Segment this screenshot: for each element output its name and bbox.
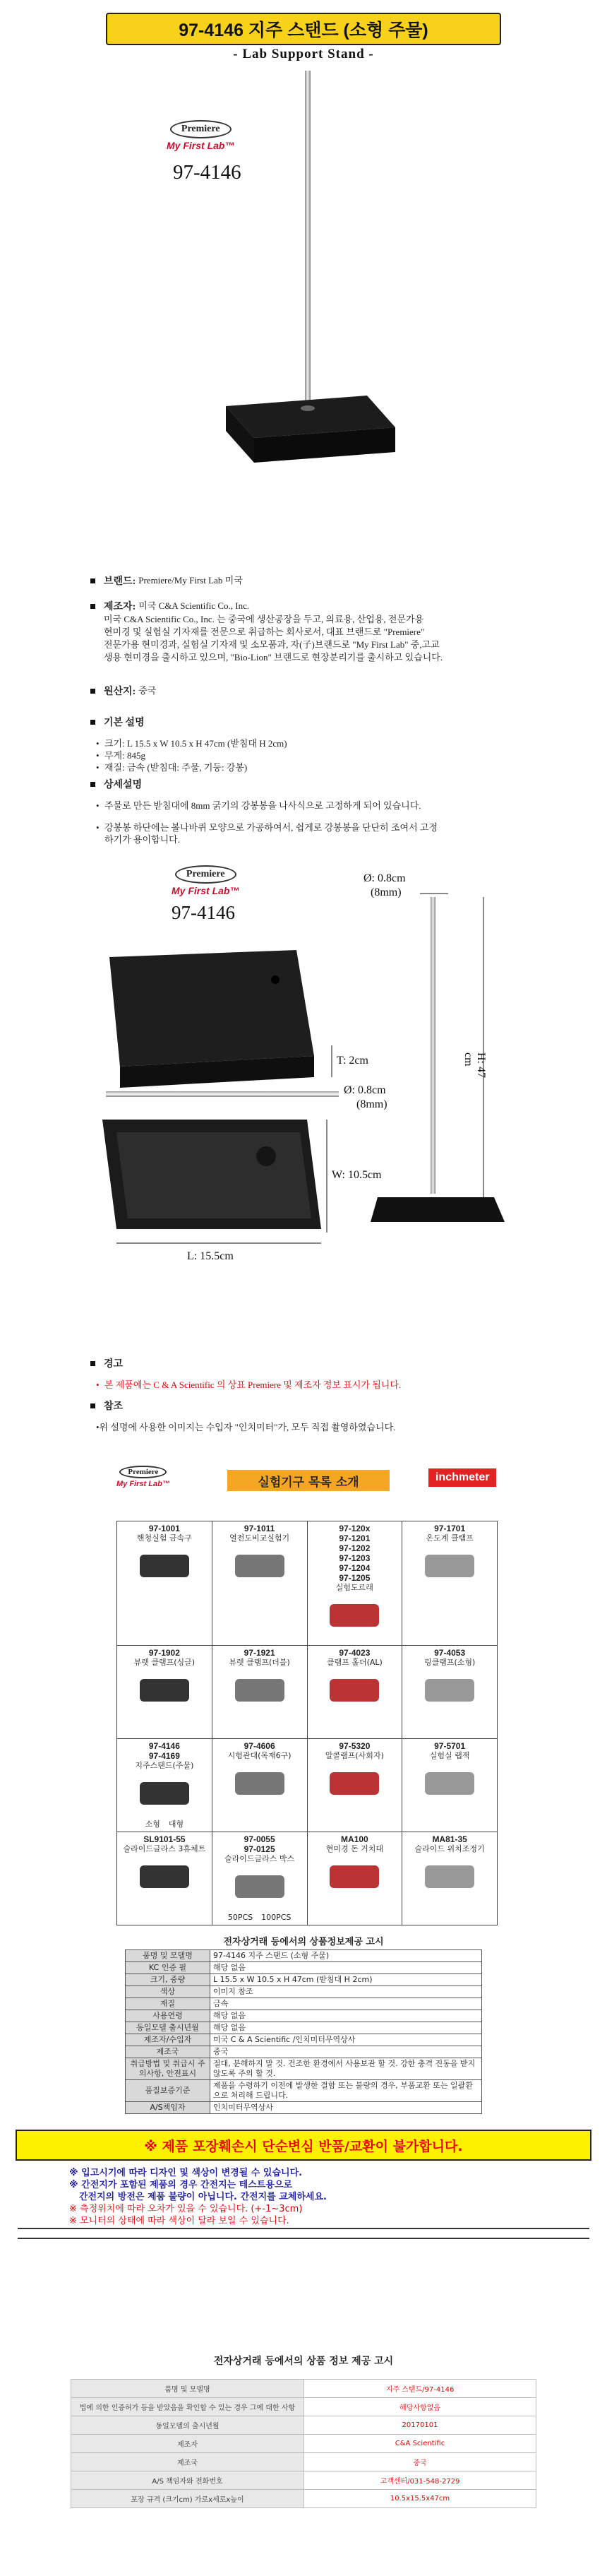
catalog-item-picture bbox=[411, 1670, 488, 1710]
catalog-cell[interactable] bbox=[402, 1646, 498, 1739]
spec-row bbox=[126, 1974, 482, 1986]
catalog-row bbox=[117, 1832, 498, 1925]
catalog-item-shape bbox=[330, 1772, 379, 1795]
catalog-item-picture bbox=[315, 1596, 393, 1635]
info-row bbox=[71, 2490, 536, 2508]
base-underside-boss bbox=[256, 1146, 276, 1166]
info-row bbox=[71, 2435, 536, 2453]
info-title: 전자상거래 등에서의 상품 정보 제공 고시 bbox=[213, 2356, 394, 2367]
catalog-item-picture bbox=[411, 1764, 488, 1803]
info-value: 20170101 bbox=[304, 2416, 536, 2435]
catalog-row bbox=[117, 1521, 498, 1646]
brand-value: Premiere/My First Lab 미국 bbox=[138, 575, 243, 586]
spec-value: 금속 bbox=[210, 1998, 482, 2010]
catalog-cell[interactable] bbox=[402, 1832, 498, 1925]
catalog-item-name: 슬라이드글라스 박스 bbox=[224, 1854, 295, 1863]
catalog-item-picture bbox=[221, 1764, 299, 1803]
base-rod-hole bbox=[271, 975, 280, 984]
base-top-view bbox=[109, 950, 314, 1067]
catalog-item-shape bbox=[425, 1865, 474, 1888]
info-key: A/S 책임자와 전화번호 bbox=[71, 2471, 304, 2490]
catalog-code: 97-5320 bbox=[339, 1741, 371, 1751]
detail-line: 하기가 용이합니다. bbox=[104, 834, 180, 845]
catalog-code: 97-1204 bbox=[339, 1563, 371, 1573]
warning-text: • 본 제품에는 C & A Scientific 의 상표 Premiere 및 제조자 정보 표시가 됩니다. bbox=[90, 1379, 542, 1391]
top-rod-diameter: Ø: 0.8cm bbox=[363, 872, 406, 884]
maker-line: 생용 현미경을 출시하고 있으며, "Bio-Lion" 브랜드로 현장분리기를 출시하고 있습니다. bbox=[104, 652, 443, 663]
catalog-item-image bbox=[315, 1857, 393, 1906]
catalog-item-shape bbox=[425, 1679, 474, 1702]
catalog-code: MA100 bbox=[341, 1834, 368, 1844]
catalog-code: 97-1202 bbox=[339, 1543, 371, 1553]
catalog-item-name: 시험관대(목재6구) bbox=[227, 1751, 292, 1760]
info-key: 품명 및 모델명 bbox=[71, 2380, 304, 2398]
catalog-cell[interactable] bbox=[117, 1739, 212, 1832]
section-origin bbox=[90, 684, 542, 698]
maker-line: 현미경 및 실험실 기자재를 전문으로 취급하는 회사로서, 대표 브랜드로 "Premiere" bbox=[104, 627, 425, 637]
catalog-item-shape bbox=[425, 1555, 474, 1577]
catalog-item-name: 뷰렛 클램프(더블) bbox=[229, 1658, 290, 1667]
spec-value: 인치미터무역상사 bbox=[210, 2102, 482, 2114]
spec-row bbox=[126, 2010, 482, 2022]
spec-row bbox=[126, 2080, 482, 2102]
section-maker bbox=[90, 599, 542, 664]
catalog-code: 97-0125 bbox=[244, 1844, 275, 1854]
info-key: 제조자 bbox=[71, 2435, 304, 2453]
catalog-item-shape bbox=[140, 1555, 189, 1577]
catalog-item-image bbox=[126, 1774, 203, 1829]
catalog-code: 97-1921 bbox=[244, 1648, 275, 1658]
catalog-item-name: 핸청실험 금속구 bbox=[136, 1533, 192, 1543]
inchmeter-logo: inchmeter bbox=[428, 1468, 496, 1487]
info-value: C&A Scientific bbox=[304, 2435, 536, 2453]
bullet-square-icon bbox=[90, 578, 95, 583]
catalog-item-image bbox=[411, 1546, 488, 1596]
catalog-item-shape bbox=[140, 1782, 189, 1805]
diagram-logo-sub: My First Lab™ bbox=[172, 885, 240, 896]
catalog-item-picture bbox=[126, 1670, 203, 1710]
catalog-item-image bbox=[221, 1546, 299, 1596]
section-brand bbox=[90, 574, 542, 588]
info-value: 지주 스탠드/97-4146 bbox=[304, 2380, 536, 2398]
catalog-item-picture bbox=[126, 1774, 203, 1813]
info-row bbox=[71, 2471, 536, 2490]
diagram-drawing bbox=[88, 865, 526, 1303]
section-reference bbox=[90, 1399, 542, 1434]
catalog-item-name: 온도계 클램프 bbox=[426, 1533, 474, 1543]
bullet-square-icon bbox=[90, 604, 95, 609]
detail-label: 상세설명 bbox=[104, 780, 143, 790]
info-row bbox=[71, 2398, 536, 2416]
catalog-cell[interactable] bbox=[307, 1521, 402, 1646]
catalog-grid bbox=[116, 1521, 498, 1925]
catalog-code: 97-0055 bbox=[244, 1834, 275, 1844]
spec-table bbox=[125, 1932, 482, 2114]
spec-row bbox=[126, 2046, 482, 2058]
bullet-square-icon bbox=[90, 1403, 95, 1408]
catalog-code: 97-1701 bbox=[434, 1524, 466, 1533]
catalog-item-name: 열전도비교실험기 bbox=[229, 1533, 290, 1543]
catalog-code: 97-1001 bbox=[148, 1524, 180, 1533]
stand-illustration bbox=[0, 71, 607, 523]
catalog-item-picture bbox=[221, 1546, 299, 1586]
catalog-code: 97-4606 bbox=[244, 1741, 275, 1751]
stand-rod-nut bbox=[301, 405, 315, 411]
bullet-square-icon bbox=[90, 689, 95, 694]
catalog-code: 97-1205 bbox=[339, 1573, 371, 1583]
catalog-item-name: 클램프 홀더(AL) bbox=[326, 1658, 383, 1667]
spec-value: 해당 없음 bbox=[210, 2022, 482, 2034]
spec-value: 해당 없음 bbox=[210, 1962, 482, 1974]
catalog-item-image bbox=[221, 1670, 299, 1720]
notice-line: 간전지의 방전은 제품 불량이 아닙니다. 간전지를 교체하세요. bbox=[79, 2192, 327, 2202]
spec-value: 제품을 수령하기 이전에 발생한 결함 또는 불량의 경우, 부품교환 또는 일괄환으로 처리해 드립니다. bbox=[210, 2080, 482, 2102]
reference-label: 참조 bbox=[104, 1401, 124, 1412]
dimension-diagram bbox=[88, 865, 526, 1303]
catalog-item-name: 현미경 돈 거치대 bbox=[325, 1844, 384, 1853]
catalog-item-picture bbox=[315, 1670, 393, 1710]
spec-value: 97-4146 지주 스탠드 (소형 주물) bbox=[210, 1950, 482, 1962]
detail-line: • 주물로 만든 받침대에 8mm 굵기의 강봉봉을 나사식으로 고정하게 되어 있습니다. bbox=[90, 800, 542, 812]
catalog-item-image bbox=[126, 1857, 203, 1906]
catalog-cell[interactable] bbox=[212, 1521, 307, 1646]
product-subtitle: - Lab Support Stand - bbox=[233, 47, 374, 61]
catalog-logo-oval: Premiere bbox=[119, 1466, 167, 1478]
notice-lines bbox=[69, 2167, 535, 2227]
catalog-cell[interactable] bbox=[307, 1739, 402, 1832]
catalog-item-picture bbox=[315, 1764, 393, 1803]
spec-row bbox=[126, 2058, 482, 2080]
catalog-item-name: 링클램프(소형) bbox=[423, 1658, 476, 1667]
product-title: 97-4146 지주 스탠드 (소형 주물) bbox=[179, 20, 428, 40]
maker-line: 전문가용 현미경과, 실험실 기자재 및 소모품과, 자(子)브랜드로 "My First Lab" 중,고교 bbox=[104, 639, 440, 650]
catalog-code: 97-1011 bbox=[244, 1524, 275, 1533]
catalog-code: 97-1201 bbox=[339, 1533, 371, 1543]
catalog-extra-label: 100PCS bbox=[261, 1913, 292, 1922]
info-key: 제조국 bbox=[71, 2453, 304, 2471]
catalog-cell[interactable] bbox=[212, 1646, 307, 1739]
maker-label: 제조자: bbox=[104, 602, 136, 612]
catalog-cell[interactable] bbox=[212, 1739, 307, 1832]
spec-row bbox=[126, 1962, 482, 1974]
spec-value: L 15.5 x W 10.5 x H 47cm (받침대 H 2cm) bbox=[210, 1974, 482, 1986]
hero-model-number: 97-4146 bbox=[173, 161, 241, 184]
spec-row bbox=[126, 1950, 482, 1962]
catalog-cell[interactable] bbox=[212, 1832, 307, 1925]
catalog-cell[interactable] bbox=[307, 1832, 402, 1925]
catalog-item-image bbox=[315, 1596, 393, 1645]
catalog-item-picture bbox=[411, 1857, 488, 1897]
catalog-header bbox=[116, 1466, 498, 1515]
spec-key: 재질 bbox=[126, 1998, 210, 2010]
spec-key: 품질보증기준 bbox=[126, 2080, 210, 2102]
catalog-cell[interactable] bbox=[117, 1832, 212, 1925]
catalog-item-shape bbox=[425, 1772, 474, 1795]
catalog-code: SL9101-55 bbox=[143, 1834, 186, 1844]
stand-rod bbox=[305, 71, 311, 403]
catalog-banner: 실험기구 목록 소개 bbox=[227, 1470, 390, 1491]
notice-line: ※ 측정위치에 따라 오차가 있을 수 있습니다. (+-1~3cm) bbox=[69, 2204, 303, 2214]
spec-key: 품명 및 모델명 bbox=[126, 1950, 210, 1962]
info-row bbox=[71, 2380, 536, 2398]
catalog-code: 97-120x bbox=[339, 1524, 371, 1533]
catalog-item-name: 알콜램프(사회자) bbox=[325, 1751, 384, 1760]
info-table bbox=[71, 2379, 536, 2508]
catalog-item-shape bbox=[140, 1679, 189, 1702]
catalog-item-picture bbox=[221, 1867, 299, 1906]
rod-diameter-label: Ø: 0.8cm bbox=[344, 1084, 386, 1096]
spec-value: 절대, 분해하지 말 것. 건조한 환경에서 사용보관 할 것. 강한 충격 진동을 받지 않도록 주의 할 것. bbox=[210, 2058, 482, 2080]
divider-line bbox=[18, 2228, 589, 2229]
catalog-cell[interactable] bbox=[307, 1646, 402, 1739]
spec-key: KC 인증 필 bbox=[126, 1962, 210, 1974]
detail-line: • 강봉봉 하단에는 볼나바퀴 모양으로 가공하여서, 쉽게로 강봉봉을 단단히 조여서 고정 bbox=[90, 821, 542, 833]
catalog-brand-logo bbox=[116, 1466, 170, 1488]
catalog-item-name: 실험도르래 bbox=[335, 1583, 373, 1592]
info-row bbox=[71, 2416, 536, 2435]
catalog-code: 97-4146 bbox=[148, 1741, 180, 1751]
spec-value: 이미지 참조 bbox=[210, 1986, 482, 1998]
basic-size: • 크기: L 15.5 x W 10.5 x H 47cm (받침대 H 2cm) bbox=[90, 737, 542, 749]
catalog-item-name: 뷰렛 클램프(싱글) bbox=[133, 1658, 196, 1667]
notice-line: ※ 모니터의 상태에 따라 색상이 달라 보일 수 있습니다. bbox=[69, 2216, 289, 2226]
basic-material: • 재질: 금속 (받침대: 주물, 기둥: 강봉) bbox=[90, 761, 542, 773]
top-rod-diameter-mm: (8mm) bbox=[371, 886, 402, 898]
catalog-extra-label: 소형 bbox=[145, 1820, 160, 1829]
spec-caption: 전자상거래 등에서의 상품정보제공 고시 bbox=[223, 1937, 384, 1947]
spec-value: 중국 bbox=[210, 2046, 482, 2058]
maker-line: 미국 C&A Scientific Co., Inc. 는 중국에 생산공장을 두고, 의료용, 산업용, 전문가용 bbox=[104, 614, 424, 624]
diagram-stand-base bbox=[371, 1197, 505, 1222]
spec-key: 사용연령 bbox=[126, 2010, 210, 2022]
catalog-item-shape bbox=[235, 1772, 284, 1795]
catalog-item-shape bbox=[235, 1679, 284, 1702]
spec-key: A/S책임자 bbox=[126, 2102, 210, 2114]
catalog-cell[interactable] bbox=[402, 1739, 498, 1832]
catalog-item-shape bbox=[330, 1679, 379, 1702]
bullet-square-icon bbox=[90, 720, 95, 725]
origin-value: 중국 bbox=[138, 685, 157, 696]
catalog-item-image bbox=[315, 1764, 393, 1813]
info-value: 해당사항없음 bbox=[304, 2398, 536, 2416]
hero-product-image bbox=[0, 71, 607, 523]
horizontal-rod bbox=[106, 1091, 339, 1097]
product-title-banner bbox=[106, 13, 501, 45]
catalog-item-image bbox=[126, 1546, 203, 1596]
diagram-logo-oval: Premiere bbox=[175, 865, 236, 884]
section-warning bbox=[90, 1356, 542, 1391]
catalog-code: 97-5701 bbox=[434, 1741, 466, 1751]
bullet-square-icon bbox=[90, 782, 95, 787]
catalog-code: 97-4053 bbox=[434, 1648, 466, 1658]
catalog-code: 97-1902 bbox=[148, 1648, 180, 1658]
catalog-item-name: 지주스탠드(주물) bbox=[135, 1761, 194, 1770]
spec-key: 제조자/수입자 bbox=[126, 2034, 210, 2046]
spec-row bbox=[126, 2022, 482, 2034]
spec-key: 제조국 bbox=[126, 2046, 210, 2058]
catalog-item-image bbox=[411, 1857, 488, 1906]
spec-key: 크기, 중량 bbox=[126, 1974, 210, 1986]
catalog-item-name: 슬라이드 위치조정기 bbox=[414, 1844, 485, 1853]
catalog-extra-label: 대형 bbox=[168, 1820, 184, 1829]
rod-diameter-mm: (8mm) bbox=[356, 1098, 387, 1110]
spec-value: 미국 C & A Scientific /인치미터무역상사 bbox=[210, 2034, 482, 2046]
catalog-cell[interactable] bbox=[117, 1521, 212, 1646]
notice-line: ※ 간전지가 포함된 제품의 경우 간전지는 테스트용으로 bbox=[69, 2180, 293, 2190]
info-value: 10.5x15.5x47cm bbox=[304, 2490, 536, 2508]
width-label: W: 10.5cm bbox=[332, 1169, 382, 1181]
brand-label: 브랜드: bbox=[104, 576, 136, 587]
catalog-row bbox=[117, 1646, 498, 1739]
catalog-item-picture bbox=[126, 1857, 203, 1897]
spec-row bbox=[126, 1986, 482, 1998]
height-label: H: 47 cm bbox=[462, 1052, 487, 1078]
spec-row bbox=[126, 2102, 482, 2114]
length-label: L: 15.5cm bbox=[187, 1250, 234, 1262]
diagram-stand-rod bbox=[431, 897, 435, 1194]
catalog-item-picture bbox=[411, 1546, 488, 1586]
catalog-item-shape bbox=[330, 1865, 379, 1888]
catalog-item-name: 슬라이드글라스 3휴체트 bbox=[123, 1844, 206, 1853]
reference-text: •위 설명에 사용한 이미지는 수입자 "인치미터"가, 모두 직접 촬영하였습니다. bbox=[96, 1422, 396, 1432]
bullet-square-icon bbox=[90, 1361, 95, 1366]
info-row bbox=[71, 2453, 536, 2471]
thickness-label: T: 2cm bbox=[337, 1055, 368, 1067]
brand-logo-oval: Premiere bbox=[170, 120, 232, 138]
catalog-item-shape bbox=[235, 1875, 284, 1898]
spec-key: 색상 bbox=[126, 1986, 210, 1998]
notice-line: ※ 입고시기에 따라 디자인 및 색상이 변경될 수 있습니다. bbox=[69, 2168, 303, 2178]
catalog-extra-label: 50PCS bbox=[227, 1913, 253, 1922]
catalog-item-image bbox=[221, 1764, 299, 1813]
diagram-model-number: 97-4146 bbox=[172, 902, 235, 923]
spec-key: 동일모델 출시년월 bbox=[126, 2022, 210, 2034]
catalog-item-image bbox=[411, 1764, 488, 1813]
catalog-code: 97-1203 bbox=[339, 1553, 371, 1563]
brand-logo-sub: My First Lab™ bbox=[167, 140, 235, 151]
divider-line bbox=[18, 2238, 589, 2239]
info-key: 포장 규격 (크기cm) 가로x세로x높이 bbox=[71, 2490, 304, 2508]
spec-key: 취급방법 및 취급시 주의사항, 안전표시 bbox=[126, 2058, 210, 2080]
no-return-banner: ※ 제품 포장훼손시 단순변심 반품/교환이 불가합니다. bbox=[16, 2130, 591, 2161]
info-value: 중국 bbox=[304, 2453, 536, 2471]
catalog-code: 97-4023 bbox=[339, 1648, 371, 1658]
catalog-item-image bbox=[315, 1670, 393, 1720]
catalog-row bbox=[117, 1739, 498, 1832]
catalog-item-shape bbox=[330, 1604, 379, 1627]
catalog-cell[interactable] bbox=[402, 1521, 498, 1646]
basic-label: 기본 설명 bbox=[104, 718, 145, 728]
catalog-item-name: 실험실 랩잭 bbox=[429, 1751, 470, 1760]
catalog-item-picture bbox=[315, 1857, 393, 1897]
catalog-item-image bbox=[126, 1670, 203, 1720]
catalog-code: MA81-35 bbox=[432, 1834, 467, 1844]
section-detail bbox=[90, 777, 542, 846]
catalog-item-picture bbox=[126, 1546, 203, 1586]
info-key: 법에 의한 인증허가 등을 받았음을 확인할 수 있는 경우 그에 대한 사항 bbox=[71, 2398, 304, 2416]
origin-label: 원산지: bbox=[104, 687, 136, 697]
spec-value: 해당 없음 bbox=[210, 2010, 482, 2022]
info-value: 고객센터/031-548-2729 bbox=[304, 2471, 536, 2490]
base-underside-cavity bbox=[116, 1132, 311, 1218]
catalog-cell[interactable] bbox=[117, 1646, 212, 1739]
section-basic bbox=[90, 715, 542, 773]
basic-weight: • 무게: 845g bbox=[90, 749, 542, 761]
maker-line: 미국 C&A Scientific Co., Inc. bbox=[138, 600, 250, 611]
catalog-item-picture bbox=[221, 1670, 299, 1710]
catalog-code: 97-4169 bbox=[148, 1751, 180, 1761]
catalog-item-shape bbox=[235, 1555, 284, 1577]
catalog-item-image bbox=[411, 1670, 488, 1720]
catalog-item-shape bbox=[140, 1865, 189, 1888]
catalog-logo-sub: My First Lab™ bbox=[116, 1480, 170, 1488]
warning-label: 경고 bbox=[104, 1359, 124, 1370]
info-key: 동일모델의 출시년월 bbox=[71, 2416, 304, 2435]
catalog-item-image bbox=[221, 1867, 299, 1922]
spec-row bbox=[126, 2034, 482, 2046]
spec-row bbox=[126, 1998, 482, 2010]
